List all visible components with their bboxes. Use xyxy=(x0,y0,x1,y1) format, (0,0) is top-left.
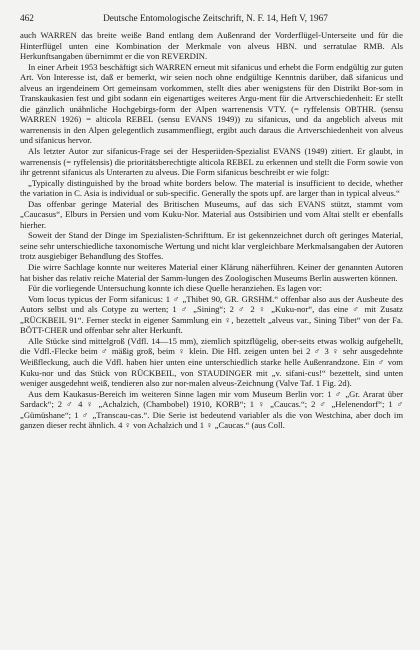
paragraph-3: Als letzter Autor zur sifanicus-Frage sei der Hesperiiden-Spezialist EVANS (1949) zitiert. Er glaubt, in warrenensis (= ryffelensis) die prioritätsberechtigte alticola REBEL zu erkennen und stellt die Form sowie von ihr getrennt sifanicus als Unterarten zu alveus. Die Form sifanicus beschreibt er wie folgt: xyxy=(20,146,403,178)
paragraph-7: Die wirre Sachlage konnte nur weiteres Material einer Klärung näherführen. Keiner der genannten Autoren hat bisher das relativ reiche Material der Samm-lungen des Zoologischen Museums Berlin auswerten können. xyxy=(20,262,403,283)
paragraph-8: Für die vorliegende Untersuchung konnte ich diese Quelle heranziehen. Es lagen vor: xyxy=(28,283,323,294)
paragraph-1: auch WARREN das breite weiße Band entlang dem Außenrand der Vorderflügel-Unterseite und für die Hinterflügel unten eine Kombination der Merkmale von alveus HBN. und serratulae RMB. Als Herkunftsangaben übernimmt er die von REVERDIN. xyxy=(20,30,403,62)
paragraph-9: Vom locus typicus der Form sifanicus: 1 ♂ „Thibet 90, GR. GRSHM.“ offenbar also aus der Ausbeute des Autors selbst und als Cotype zu werten; 1 ♂ „Sining“; 2 ♂ 2 ♀ „Kuku-nor“, das eine ♂ mit Zusatz „RÜCKBEIL 91“. Ferner steckt in eigener Sammlung ein ♀, bezettelt „alveus var., Sining Tibet“ von der Fa. BÖTT-CHER und offenbar sehr alter Herkunft. xyxy=(20,293,403,336)
page-number: 462 xyxy=(20,14,34,24)
paragraph-4-quote: „Typically distinguished by the broad white borders below. The material is insufficient to decide, whether the variation in C. Asia is individual or sub-specific. Generally the spots upf. are larger than in typical alveus.“ xyxy=(20,177,403,199)
article-body xyxy=(20,30,403,431)
paragraph-5: Das offenbar geringe Material des Britischen Museums, auf das sich EVANS stützt, stammt vom „Caucasus“, Elburs in Persien und vom Kuku-Nor. Material aus Ostsibirien und vom Altai stellt er ebenfalls hierher. xyxy=(20,198,403,230)
journal-title: Deutsche Entomologische Zeitschrift, N. F. 14, Heft V, 1967 xyxy=(103,14,328,24)
paragraph-2: In einer Arbeit 1953 beschäftigt sich WARREN erneut mit sifanicus und erhebt die Form endgültig zur guten Art. Von Interesse ist, daß er bemerkt, wir seien noch ohne endgültige Kenntnis darüber, daß sifanicus und alveus an irgendeinem Ort gemeinsam vorkommen, stellt dies aber wenigstens für den Distrikt Bor-som in Transkaukasien fest und gibt sodann ein eigenartiges weiteres Argu-ment für die Artverschiedenheit: Er stellt die gänzlich unähnliche Hochgebirgs-form der Alpen warrenensis VTY. (= ryffelensis OBTHR. (sensu WARREN 1926) = alticola REBEL (sensu EVANS 1949)) zu sifanicus, und da angeblich alveus mit warrenensis in den Alpen gelegentlich zusammenfliegt, ergibt auch daraus die Artverschiedenheit von alveus und sifanicus hervor. xyxy=(20,61,403,146)
paragraph-6: Soweit der Stand der Dinge im Spezialisten-Schrifttum. Er ist gekennzeichnet durch oft geringes Material, seine sehr unterschiedliche taxonomische Wertung und nicht klar vergleichbare Merkmalsangaben der Autoren trotz ausgiebiger Behandlung des Stoffes. xyxy=(20,230,403,262)
running-header xyxy=(20,14,403,24)
paragraph-10: Alle Stücke sind mittelgroß (Vdfl. 14—15 mm), ziemlich spitzflügelig, ober-seits etwas wolkig aufgehellt, die Vdfl.-Flecke beim ♂ mäßig groß, beim ♀ klein. Die Hfl. zeigen unten bei 2 ♂ 3 ♀ sehr ausgedehnte Weißfleckung, auch die Vdfl. haben hier unten eine unterschiedlich starke helle Außenrandzone. Ein ♂ vom Kuku-nor und das Stück von RÜCKBEIL, von STAUDINGER mit „v. sifani-cus!“ bezettelt, sind unten weniger ausgedehnt weiß, tendieren also zur nor-malen alveus-Zeichnung (Valve Taf. 1 Fig. 2d). xyxy=(20,335,403,389)
paragraph-11: Aus dem Kaukasus-Bereich im weiteren Sinne lagen mir vom Museum Berlin vor: 1 ♂ „Gr. Ararat über Sardack“; 2 ♂ 4 ♀ „Achalzich, (Chambobel) 1910, KORB“; 1 ♀ „Caucas.“; 2 ♂ „Helenendorf“; 1 ♂ „Gümüshane“; 1 ♂ „Transcau-cas.“. Die Serie ist bedeutend variabler als die von Westchina, aber doch im ganzen dieser recht ähnlich. 4 ♀ von Achalzich und 1 ♀ „Caucas.“ (aus Coll. xyxy=(20,388,403,431)
